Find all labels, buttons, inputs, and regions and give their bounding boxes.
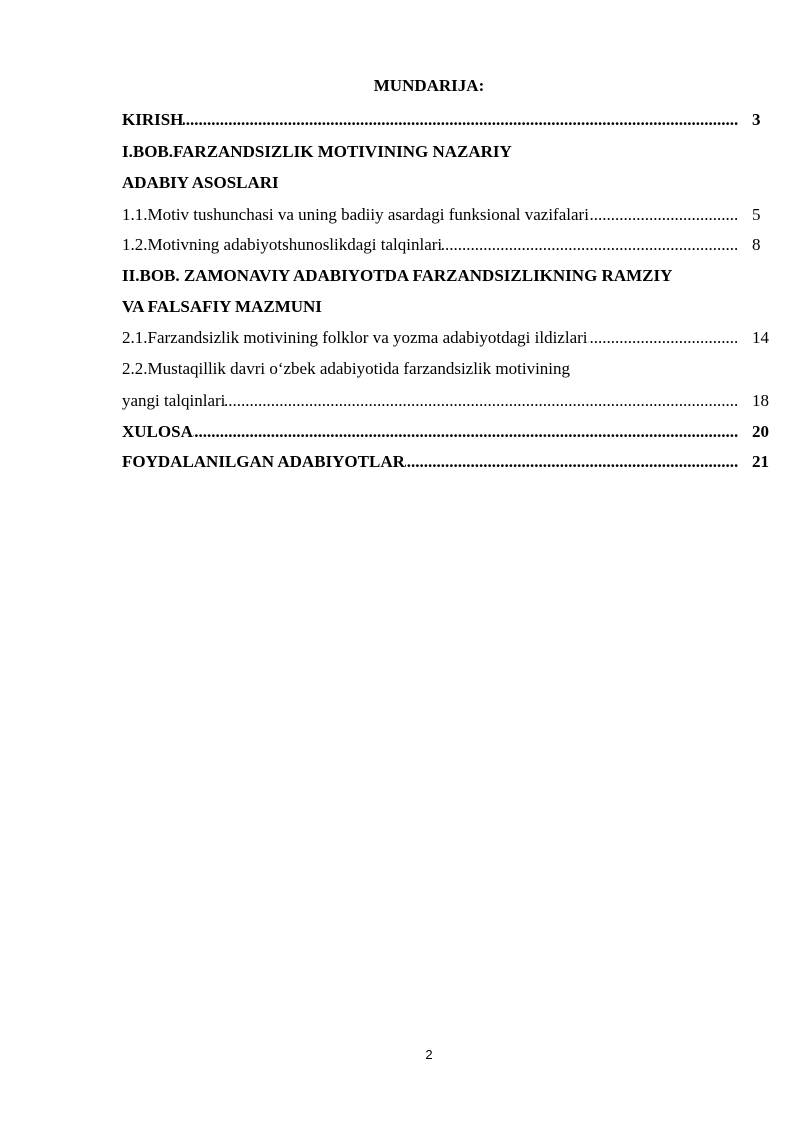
toc-leader-dots <box>122 110 738 130</box>
toc-page-number: 20 <box>752 422 769 441</box>
page-title: MUNDARIJA: <box>373 76 485 95</box>
toc-entry-text-line: 2.2.Mustaqillik davri o‘zbek adabiyotida farzandsizlik motivining <box>122 359 571 378</box>
toc-entry-section-1-1 <box>122 205 738 225</box>
toc-entry-label: yangi talqinlari <box>122 391 226 410</box>
toc-entry-label: FOYDALANILGAN ADABIYOTLAR <box>122 452 405 471</box>
toc-entry-adabiyotlar <box>122 452 738 472</box>
toc-entry-label: KIRISH <box>122 110 184 129</box>
toc-entry-section-2-2 <box>122 391 738 411</box>
toc-page-number: 8 <box>752 235 761 254</box>
chapter-heading-line: I.BOB.FARZANDSIZLIK MOTIVINING NAZARIY <box>122 142 512 161</box>
toc-page-number: 21 <box>752 452 769 471</box>
toc-entry-label: 1.1.Motiv tushunchasi va uning badiiy asardagi funksional vazifalari <box>122 205 589 224</box>
toc-leader-dots <box>122 422 738 442</box>
toc-entry-section-2-1 <box>122 328 738 348</box>
chapter-heading-line: II.BOB. ZAMONAVIY ADABIYOTDA FARZANDSIZLIKNING RAMZIY <box>122 266 673 285</box>
toc-page-number: 14 <box>752 328 769 347</box>
toc-entry-label: 2.1.Farzandsizlik motivining folklor va yozma adabiyotdagi ildizlari <box>122 328 588 347</box>
chapter-heading-line: VA FALSAFIY MAZMUNI <box>122 297 322 316</box>
chapter-heading-line: ADABIY ASOSLARI <box>122 173 279 192</box>
toc-entry-section-1-2 <box>122 235 738 255</box>
toc-page-number: 5 <box>752 205 761 224</box>
toc-page-number: 18 <box>752 391 769 410</box>
toc-page-number: 3 <box>752 110 761 129</box>
toc-entry-label: XULOSA <box>122 422 193 441</box>
page-number: 2 <box>425 1047 433 1062</box>
toc-entry-label: 1.2.Motivning adabiyotshunoslikdagi talqinlari <box>122 235 443 254</box>
toc-entry-xulosa <box>122 422 738 442</box>
toc-entry-kirish <box>122 110 738 130</box>
